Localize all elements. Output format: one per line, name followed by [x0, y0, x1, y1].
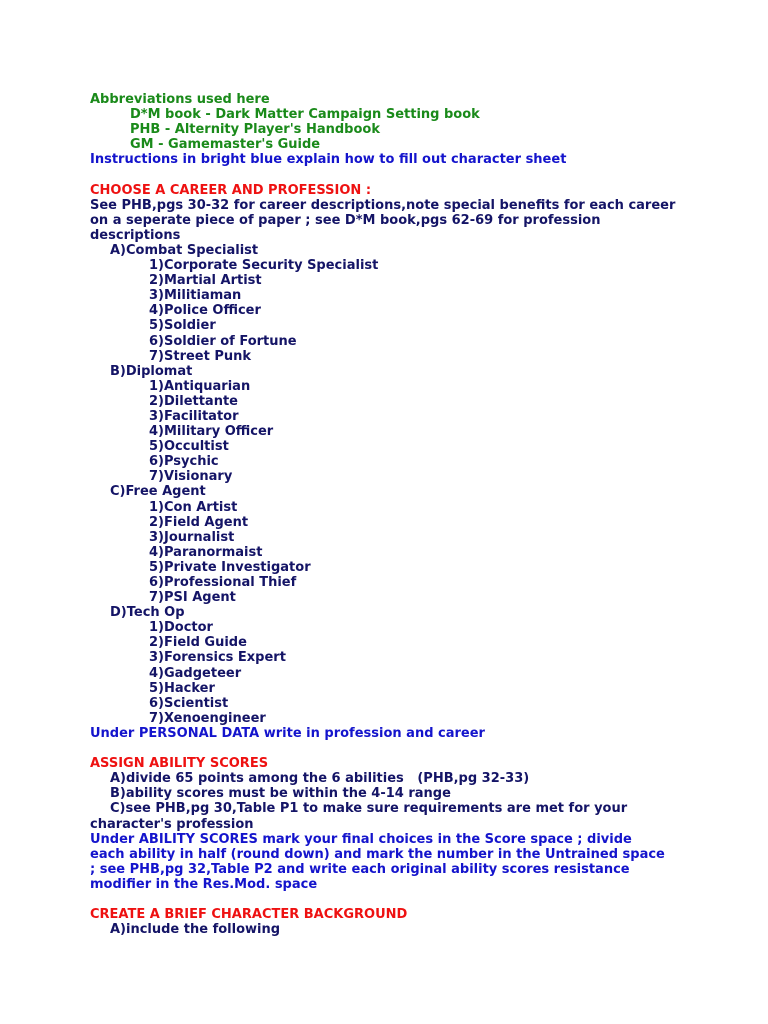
profession-item: 1)Con Artist	[149, 499, 238, 515]
profession-item: 5)Hacker	[149, 680, 215, 696]
career-group-label: C)Free Agent	[110, 484, 206, 500]
profession-item: 4)Military Officer	[149, 424, 274, 440]
profession-item: 2)Field Guide	[149, 635, 247, 651]
career-group-label: B)Diplomat	[110, 363, 193, 379]
abbreviation-item: PHB - Alternity Player's Handbook	[130, 122, 380, 138]
ability-rule-item: A)divide 65 points among the 6 abilities (PHB,pg 32-33)	[110, 771, 530, 787]
ability-scores-heading: ASSIGN ABILITY SCORES	[90, 756, 269, 772]
profession-item: 6)Scientist	[149, 695, 229, 711]
ability-scores-section	[90, 756, 690, 892]
ability-scores-instruction: Under ABILITY SCORES mark your final choices in the Score space ; divide each ability in half (round down) and mark the number in the Untrained space ; see PHB,pg 32,Table P2 and write each original ability scores resistance modifier in the Res.Mod. space	[90, 831, 665, 892]
profession-item: 2)Martial Artist	[149, 273, 262, 289]
ability-rule-item: C)see PHB,pg 30,Table P1 to make sure requirements are met for your character's profession	[90, 801, 628, 832]
profession-item: 7)Xenoengineer	[149, 710, 266, 726]
profession-item: 3)Forensics Expert	[149, 650, 286, 666]
document-page	[90, 92, 690, 937]
background-item: A)include the following	[110, 922, 281, 938]
profession-item: 5)Occultist	[149, 439, 229, 455]
profession-item: 6)Psychic	[149, 454, 219, 470]
profession-item: 4)Paranormaist	[149, 544, 263, 560]
career-heading: CHOOSE A CAREER AND PROFESSION :	[90, 182, 372, 198]
spacer	[90, 167, 690, 182]
profession-item: 5)Private Investigator	[149, 559, 311, 575]
career-instruction: Under PERSONAL DATA write in profession and career	[90, 725, 485, 741]
ability-rule-item: B)ability scores must be within the 4-14 range	[110, 786, 451, 802]
abbreviation-item: D*M book - Dark Matter Campaign Setting book	[130, 107, 480, 123]
profession-item: 6)Soldier of Fortune	[149, 333, 297, 349]
profession-item: 7)Street Punk	[149, 348, 252, 364]
profession-item: 1)Antiquarian	[149, 378, 251, 394]
profession-item: 1)Corporate Security Specialist	[149, 258, 379, 274]
spacer	[90, 892, 690, 907]
career-section	[90, 183, 690, 741]
profession-item: 2)Field Agent	[149, 514, 249, 530]
background-section	[90, 907, 690, 937]
profession-item: 7)Visionary	[149, 469, 233, 485]
profession-item: 1)Doctor	[149, 620, 213, 636]
abbreviations-section	[90, 92, 690, 167]
abbreviations-heading: Abbreviations used here	[90, 92, 270, 107]
career-description: See PHB,pgs 30-32 for career descriptions,note special benefits for each career on a seperate piece of paper ; see D*M book,pgs 62-69 for profession descriptions	[90, 197, 676, 243]
profession-item: 2)Dilettante	[149, 393, 238, 409]
profession-item: 4)Police Officer	[149, 303, 261, 319]
profession-item: 4)Gadgeteer	[149, 665, 242, 681]
instructions-note: Instructions in bright blue explain how to fill out character sheet	[90, 152, 567, 168]
abbreviation-item: GM - Gamemaster's Guide	[130, 137, 321, 153]
profession-item: 5)Soldier	[149, 318, 216, 334]
profession-item: 6)Professional Thief	[149, 575, 297, 590]
profession-item: 3)Journalist	[149, 529, 235, 545]
profession-item: 3)Militiaman	[149, 288, 242, 304]
profession-item: 3)Facilitator	[149, 408, 239, 424]
background-heading: CREATE A BRIEF CHARACTER BACKGROUND	[90, 907, 408, 923]
career-group-label: D)Tech Op	[110, 605, 185, 621]
career-group-label: A)Combat Specialist	[110, 242, 259, 258]
profession-item: 7)PSI Agent	[149, 590, 236, 606]
spacer	[90, 741, 690, 756]
